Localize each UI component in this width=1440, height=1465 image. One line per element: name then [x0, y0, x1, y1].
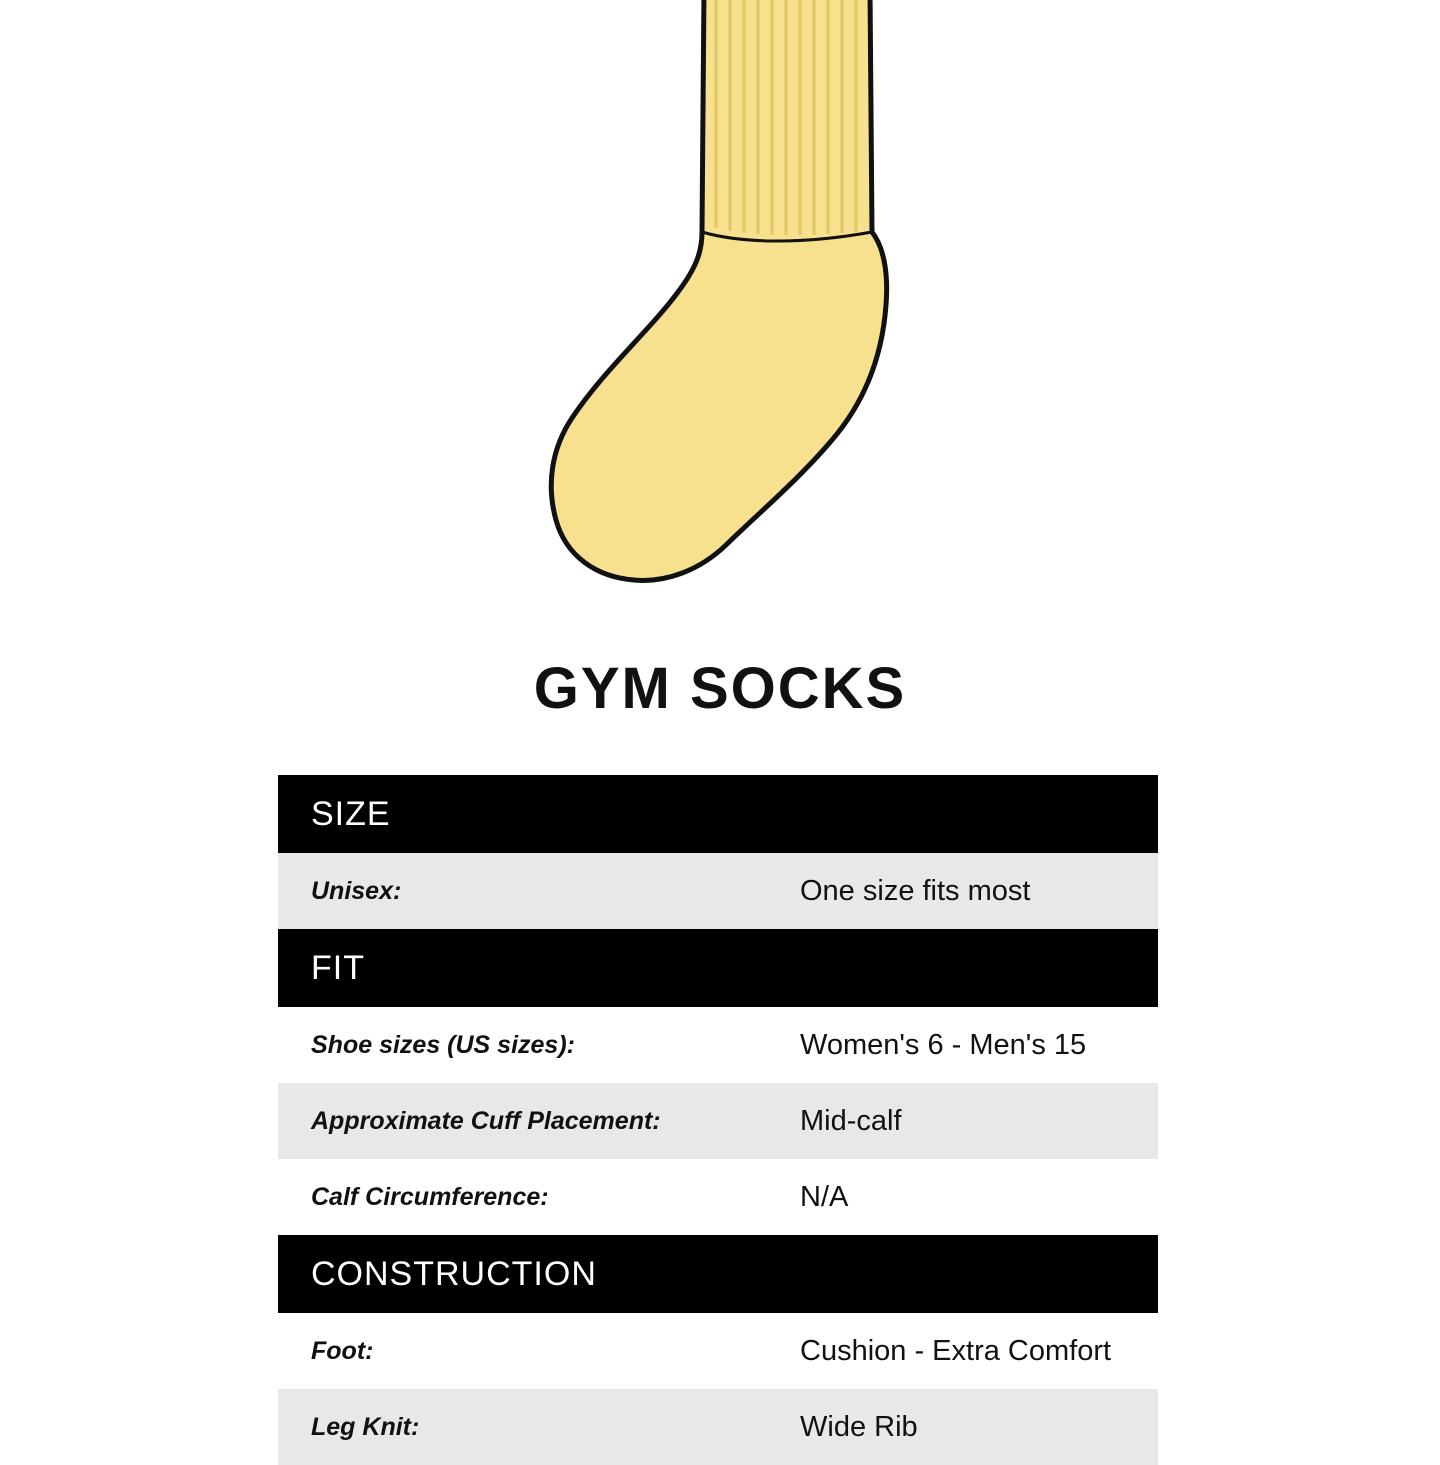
spec-label: Leg Knit:: [278, 1389, 782, 1465]
spec-value: Wide Rib: [782, 1389, 1158, 1465]
spec-value: Mid-calf: [782, 1083, 1158, 1159]
table-section-header: [278, 775, 1158, 853]
table-row: [278, 1159, 1158, 1235]
table-row: [278, 853, 1158, 929]
table-row: [278, 1007, 1158, 1083]
section-heading-construction: CONSTRUCTION: [278, 1235, 1158, 1313]
table-row: [278, 1313, 1158, 1389]
table-section-header: [278, 1235, 1158, 1313]
spec-value: One size fits most: [782, 853, 1158, 929]
spec-table: [278, 775, 1158, 1465]
spec-label: Calf Circumference:: [278, 1159, 782, 1235]
crew-sock-illustration: [0, 0, 1440, 640]
spec-value: Cushion - Extra Comfort: [782, 1313, 1158, 1389]
page-title: GYM SOCKS: [533, 656, 907, 721]
table-row: [278, 1389, 1158, 1465]
sock-body: [551, 0, 886, 580]
table-section-header: [278, 929, 1158, 1007]
spec-value: N/A: [782, 1159, 1158, 1235]
spec-label: Foot:: [278, 1313, 782, 1389]
section-heading-fit: FIT: [278, 929, 1158, 1007]
spec-label: Approximate Cuff Placement:: [278, 1083, 782, 1159]
table-row: [278, 1083, 1158, 1159]
spec-value: Women's 6 - Men's 15: [782, 1007, 1158, 1083]
spec-label: Shoe sizes (US sizes):: [278, 1007, 782, 1083]
spec-label: Unisex:: [278, 853, 782, 929]
section-heading-size: SIZE: [278, 775, 1158, 853]
